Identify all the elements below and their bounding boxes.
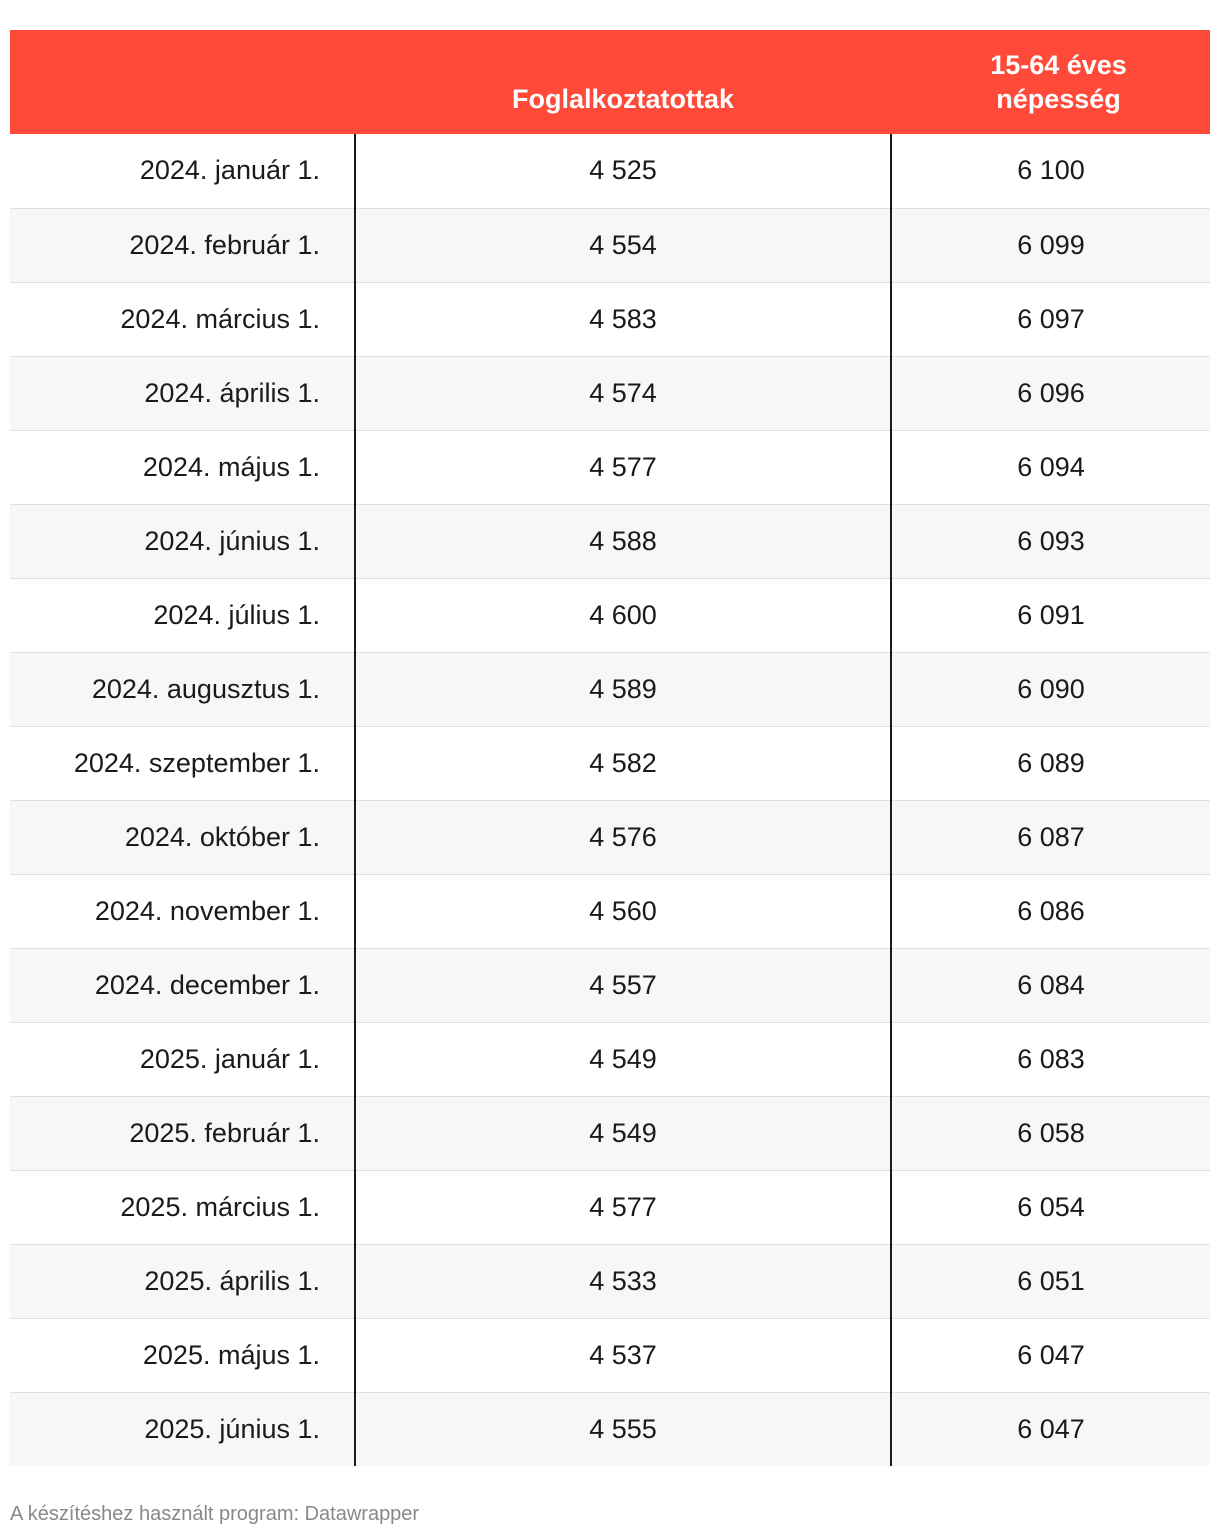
table-row <box>10 134 1210 208</box>
data-table-container <box>10 30 1210 1466</box>
cell-date: 2024. november 1. <box>10 874 355 948</box>
cell-date: 2024. április 1. <box>10 356 355 430</box>
cell-population: 6 058 <box>891 1096 1210 1170</box>
cell-date: 2024. február 1. <box>10 208 355 282</box>
cell-employed: 4 577 <box>355 430 891 504</box>
cell-population: 6 047 <box>891 1392 1210 1466</box>
table-row <box>10 1392 1210 1466</box>
table-body <box>10 134 1210 1466</box>
cell-date: 2024. július 1. <box>10 578 355 652</box>
table-row <box>10 578 1210 652</box>
table-row <box>10 208 1210 282</box>
header-date[interactable] <box>10 30 355 134</box>
cell-population: 6 089 <box>891 726 1210 800</box>
cell-population: 6 083 <box>891 1022 1210 1096</box>
cell-date: 2024. augusztus 1. <box>10 652 355 726</box>
cell-population: 6 099 <box>891 208 1210 282</box>
cell-date: 2024. október 1. <box>10 800 355 874</box>
header-population-label <box>990 48 1127 116</box>
cell-population: 6 086 <box>891 874 1210 948</box>
cell-employed: 4 549 <box>355 1022 891 1096</box>
cell-employed: 4 525 <box>355 134 891 208</box>
table-row <box>10 726 1210 800</box>
table-row <box>10 1096 1210 1170</box>
table-row <box>10 800 1210 874</box>
cell-employed: 4 589 <box>355 652 891 726</box>
cell-date: 2024. december 1. <box>10 948 355 1022</box>
cell-employed: 4 560 <box>355 874 891 948</box>
cell-date: 2024. szeptember 1. <box>10 726 355 800</box>
cell-date: 2024. június 1. <box>10 504 355 578</box>
cell-date: 2025. április 1. <box>10 1244 355 1318</box>
header-population-line2: népesség <box>996 84 1121 114</box>
header-population-line1: 15-64 éves <box>990 50 1127 80</box>
cell-date: 2024. május 1. <box>10 430 355 504</box>
data-table <box>10 30 1210 1466</box>
cell-population: 6 097 <box>891 282 1210 356</box>
table-row <box>10 874 1210 948</box>
cell-employed: 4 549 <box>355 1096 891 1170</box>
header-population[interactable] <box>891 30 1210 134</box>
cell-population: 6 051 <box>891 1244 1210 1318</box>
cell-employed: 4 588 <box>355 504 891 578</box>
cell-population: 6 054 <box>891 1170 1210 1244</box>
cell-population: 6 094 <box>891 430 1210 504</box>
cell-population: 6 084 <box>891 948 1210 1022</box>
cell-employed: 4 600 <box>355 578 891 652</box>
cell-employed: 4 557 <box>355 948 891 1022</box>
cell-date: 2025. február 1. <box>10 1096 355 1170</box>
header-employed[interactable]: Foglalkoztatottak <box>355 30 891 134</box>
table-row <box>10 1170 1210 1244</box>
cell-employed: 4 574 <box>355 356 891 430</box>
table-row <box>10 282 1210 356</box>
cell-employed: 4 537 <box>355 1318 891 1392</box>
header-row <box>10 30 1210 134</box>
cell-date: 2025. március 1. <box>10 1170 355 1244</box>
cell-employed: 4 576 <box>355 800 891 874</box>
cell-employed: 4 582 <box>355 726 891 800</box>
cell-date: 2024. március 1. <box>10 282 355 356</box>
cell-employed: 4 554 <box>355 208 891 282</box>
cell-employed: 4 533 <box>355 1244 891 1318</box>
cell-population: 6 093 <box>891 504 1210 578</box>
cell-population: 6 090 <box>891 652 1210 726</box>
table-row <box>10 356 1210 430</box>
cell-employed: 4 555 <box>355 1392 891 1466</box>
cell-date: 2025. június 1. <box>10 1392 355 1466</box>
footer-credit: A készítéshez használt program: Datawrapper <box>10 1503 420 1525</box>
table-row <box>10 1022 1210 1096</box>
table-row <box>10 504 1210 578</box>
cell-population: 6 091 <box>891 578 1210 652</box>
cell-employed: 4 577 <box>355 1170 891 1244</box>
cell-population: 6 100 <box>891 134 1210 208</box>
cell-employed: 4 583 <box>355 282 891 356</box>
cell-population: 6 096 <box>891 356 1210 430</box>
cell-date: 2025. január 1. <box>10 1022 355 1096</box>
cell-date: 2024. január 1. <box>10 134 355 208</box>
table-row <box>10 652 1210 726</box>
table-header <box>10 30 1210 134</box>
table-row <box>10 1318 1210 1392</box>
table-row <box>10 430 1210 504</box>
cell-population: 6 087 <box>891 800 1210 874</box>
cell-population: 6 047 <box>891 1318 1210 1392</box>
table-row <box>10 1244 1210 1318</box>
table-row <box>10 948 1210 1022</box>
cell-date: 2025. május 1. <box>10 1318 355 1392</box>
